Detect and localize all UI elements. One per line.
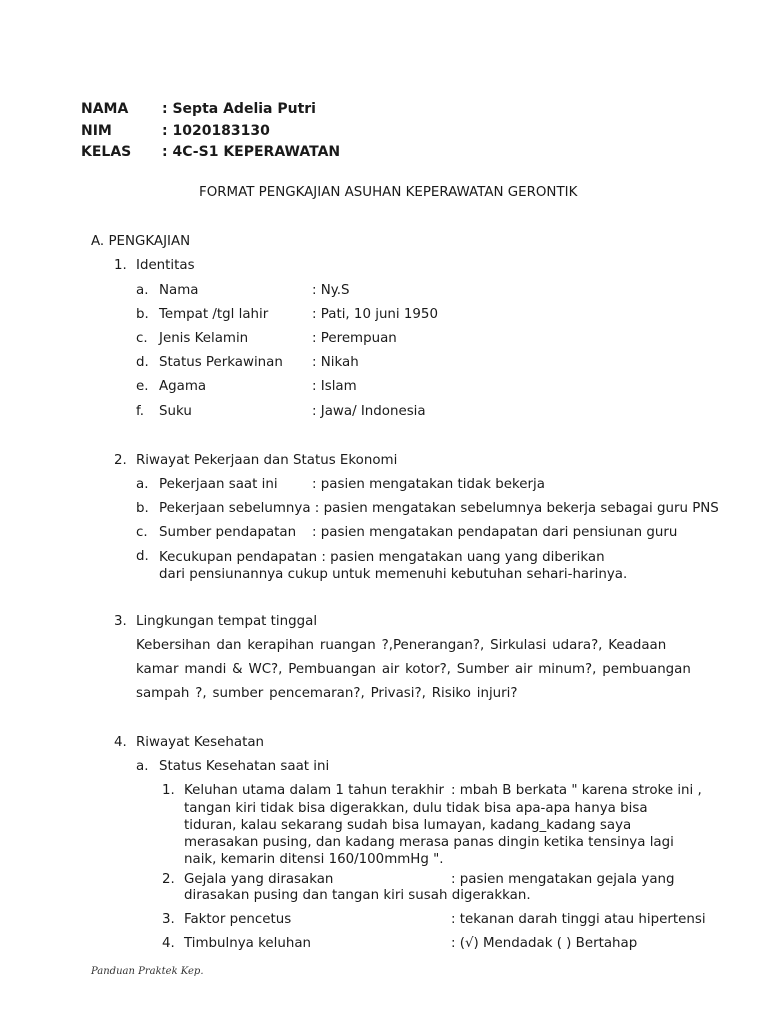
section-a-heading: A. PENGKAJIAN xyxy=(91,234,191,249)
kelas-label: KELAS xyxy=(81,144,132,160)
field-value: : mbah B berkata " karena stroke ini , xyxy=(451,783,702,798)
field-label: Suku xyxy=(159,404,192,419)
field-value: : Perempuan xyxy=(312,331,397,346)
field-label: Agama xyxy=(159,379,207,394)
field-label: Tempat /tgl lahir xyxy=(159,307,269,322)
nama-value: : Septa Adelia Putri xyxy=(162,101,316,117)
list-letter: d. xyxy=(136,355,149,370)
field-continuation: tangan kiri tidak bisa digerakkan, dulu tidak bisa apa-apa hanya bisa tiduran, kalau sekarang sudah bisa lumayan, kadang_kadang saya merasakan pusing, dan kadang merasa panas dingin ketika tensinya lagi naik, kemarin ditensi 160/100mmHg ". xyxy=(184,801,674,867)
field-label: Jenis Kelamin xyxy=(159,331,249,346)
field-value: : Jawa/ Indonesia xyxy=(312,404,426,419)
item-number: 2. xyxy=(114,453,127,468)
item-number: 3. xyxy=(114,614,127,629)
lingkungan-heading: Lingkungan tempat tinggal xyxy=(136,614,318,629)
field-continuation: dirasakan pusing dan tangan kiri susah digerakkan. xyxy=(184,888,531,903)
field-value: : Ny.S xyxy=(312,283,350,298)
riwayat-pekerjaan-heading: Riwayat Pekerjaan dan Status Ekonomi xyxy=(136,453,398,468)
list-letter: c. xyxy=(136,525,148,540)
field-label: Nama xyxy=(159,283,199,298)
item-number: 1. xyxy=(162,783,175,798)
field-value: : pasien mengatakan tidak bekerja xyxy=(312,477,545,492)
page-footer: Panduan Praktek Kep. xyxy=(91,966,204,977)
field-value: : pasien mengatakan gejala yang xyxy=(451,872,675,887)
lingkungan-paragraph: Kebersihan dan kerapihan ruangan ?,Penerangan?, Sirkulasi udara?, Keadaan kamar mandi & WC?, Pembuangan air kotor?, Sumber air minum?, pembuangan sampah ?, sumber pencemaran?, Privasi?, Risiko injuri? xyxy=(136,638,691,701)
status-kesehatan-heading: Status Kesehatan saat ini xyxy=(159,759,330,774)
field-label: Keluhan utama dalam 1 tahun terakhir xyxy=(184,783,444,798)
field-value: : pasien mengatakan pendapatan dari pensiunan guru xyxy=(312,525,678,540)
field-label: Pekerjaan saat ini xyxy=(159,477,278,492)
kelas-value: : 4C-S1 KEPERAWATAN xyxy=(162,144,341,160)
field-label: Status Perkawinan xyxy=(159,355,283,370)
identitas-heading: Identitas xyxy=(136,258,195,273)
list-letter: c. xyxy=(136,331,148,346)
field-label: Gejala yang dirasakan xyxy=(184,872,334,887)
field-value: : Nikah xyxy=(312,355,359,370)
list-letter: e. xyxy=(136,379,149,394)
list-letter: a. xyxy=(136,477,149,492)
field-value: : tekanan darah tinggi atau hipertensi xyxy=(451,912,706,927)
field-label: Faktor pencetus xyxy=(184,912,292,927)
item-number: 3. xyxy=(162,912,175,927)
list-letter: f. xyxy=(136,404,144,419)
field-line: Kecukupan pendapatan : pasien mengatakan uang yang diberikan dari pensiunannya cukup untuk memenuhi kebutuhan sehari-harinya. xyxy=(159,550,628,582)
field-line: Pekerjaan sebelumnya : pasien mengatakan sebelumnya bekerja sebagai guru PNS xyxy=(159,501,719,516)
nim-value: : 1020183130 xyxy=(162,123,270,139)
nim-label: NIM xyxy=(81,123,112,139)
item-number: 1. xyxy=(114,258,127,273)
field-label: Timbulnya keluhan xyxy=(184,936,312,951)
riwayat-kesehatan-heading: Riwayat Kesehatan xyxy=(136,735,265,750)
field-value: : Islam xyxy=(312,379,357,394)
item-number: 4. xyxy=(162,936,175,951)
list-letter: a. xyxy=(136,759,149,774)
item-number: 4. xyxy=(114,735,127,750)
nama-label: NAMA xyxy=(81,101,129,117)
field-value: : Pati, 10 juni 1950 xyxy=(312,307,438,322)
field-label: Sumber pendapatan xyxy=(159,525,297,540)
list-letter: b. xyxy=(136,307,149,322)
list-letter: b. xyxy=(136,501,149,516)
item-number: 2. xyxy=(162,872,175,887)
list-letter: d. xyxy=(136,549,149,564)
list-letter: a. xyxy=(136,283,149,298)
document-title: FORMAT PENGKAJIAN ASUHAN KEPERAWATAN GERONTIK xyxy=(199,185,578,200)
field-value: : (√) Mendadak ( ) Bertahap xyxy=(451,936,638,951)
